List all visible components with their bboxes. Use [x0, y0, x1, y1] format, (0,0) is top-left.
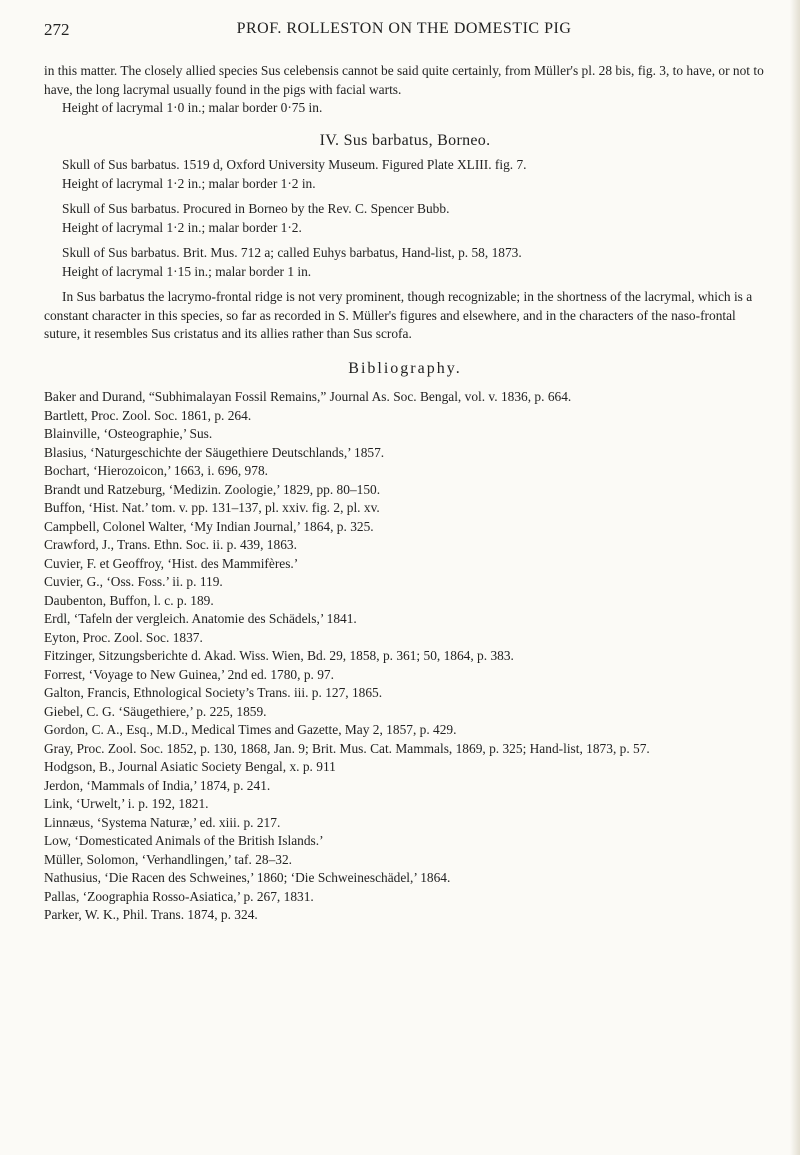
bibliography-entry: Galton, Francis, Ethnological Society’s Trans. iii. p. 127, 1865. — [44, 685, 383, 700]
bibliography-entry: Linnæus, ‘Systema Naturæ,’ ed. xiii. p. 217. — [44, 814, 281, 830]
bibliography-heading: Bibliography. — [348, 359, 462, 377]
skull-measure: Height of lacrymal 1·2 in.; malar border 1·2. — [62, 219, 302, 235]
skull-measure: Height of lacrymal 1·15 in.; malar border 1 in. — [62, 263, 312, 279]
page-edge-shadow — [790, 0, 800, 1155]
bibliography-entry: Baker and Durand, “Subhimalayan Fossil Remains,” Journal As. Soc. Bengal, vol. v. 1836, p. 664. — [44, 389, 572, 404]
bibliography-entry: Crawford, J., Trans. Ethn. Soc. ii. p. 439, 1863. — [44, 537, 297, 552]
bibliography-entry: Blasius, ‘Naturgeschichte der Säugethiere Deutschlands,’ 1857. — [44, 444, 385, 460]
intro-measure: Height of lacrymal 1·0 in.; malar border 0·75 in. — [62, 100, 323, 115]
bibliography-entry: Giebel, C. G. ‘Säugethiere,’ p. 225, 1859. — [44, 703, 267, 719]
bibliography-entry: Fitzinger, Sitzungsberichte d. Akad. Wiss. Wien, Bd. 29, 1858, p. 361; 50, 1864, p. 383. — [44, 648, 514, 663]
running-title: PROF. ROLLESTON ON THE DOMESTIC PIG — [236, 20, 572, 37]
skull-description: Skull of Sus barbatus. 1519 d, Oxford University Museum. Figured Plate XLIII. fig. 7. — [62, 157, 527, 172]
bibliography-entry: Brandt und Ratzeburg, ‘Medizin. Zoologie,’ 1829, pp. 80–150. — [44, 481, 381, 497]
discussion-paragraph: In Sus barbatus the lacrymo-frontal ridge is not very prominent, though recognizable; in the shortness of the lacrymal, which is a constant character in this species, so far as recorded in S. Müller's figures and elsewhere, and in the characters of the naso-frontal suture, it resembles Sus cristatus and its allies rather than Sus scrofa. — [44, 289, 753, 341]
bibliography-entry: Eyton, Proc. Zool. Soc. 1837. — [44, 629, 203, 645]
bibliography-entry: Buffon, ‘Hist. Nat.’ tom. v. pp. 131–137, pl. xxiv. fig. 2, pl. xv. — [44, 500, 380, 515]
bibliography-entry: Hodgson, B., Journal Asiatic Society Bengal, x. p. 911 — [44, 759, 336, 774]
bibliography-entry: Link, ‘Urwelt,’ i. p. 192, 1821. — [44, 796, 209, 811]
bibliography-entry: Forrest, ‘Voyage to New Guinea,’ 2nd ed. 1780, p. 97. — [44, 666, 334, 682]
page-number: 272 — [44, 20, 70, 39]
intro-paragraph: in this matter. The closely allied species Sus celebensis cannot be said quite certainly, from Müller's pl. 28 bis, fig. 3, to have, or not to have, the long lacrymal usually found in the pigs with facial warts. — [44, 63, 764, 97]
bibliography-entry: Gordon, C. A., Esq., M.D., Medical Times and Gazette, May 2, 1857, p. 429. — [44, 722, 457, 737]
bibliography-entry: Cuvier, F. et Geoffroy, ‘Hist. des Mammifères.’ — [44, 555, 299, 571]
bibliography-entry: Nathusius, ‘Die Racen des Schweines,’ 1860; ‘Die Schweineschädel,’ 1864. — [44, 870, 451, 885]
bibliography-entry: Pallas, ‘Zoographia Rosso-Asiatica,’ p. 267, 1831. — [44, 888, 314, 904]
bibliography-entry: Bartlett, Proc. Zool. Soc. 1861, p. 264. — [44, 407, 252, 423]
page-header — [44, 20, 764, 44]
bibliography-entry: Low, ‘Domesticated Animals of the British Islands.’ — [44, 833, 324, 848]
bibliography-entry: Blainville, ‘Osteographie,’ Sus. — [44, 426, 213, 441]
bibliography-entry: Parker, W. K., Phil. Trans. 1874, p. 324. — [44, 907, 258, 922]
bibliography-entry: Bochart, ‘Hierozoicon,’ 1663, i. 696, 978. — [44, 463, 268, 478]
skull-measure: Height of lacrymal 1·2 in.; malar border 1·2 in. — [62, 175, 316, 191]
skull-description: Skull of Sus barbatus. Brit. Mus. 712 a; called Euhys barbatus, Hand-list, p. 58, 1873. — [62, 245, 522, 260]
bibliography-entry: Gray, Proc. Zool. Soc. 1852, p. 130, 1868, Jan. 9; Brit. Mus. Cat. Mammals, 1869, p. 325; Hand-list, 1873, p. 57. — [44, 740, 650, 756]
bibliography-entry: Cuvier, G., ‘Oss. Foss.’ ii. p. 119. — [44, 574, 223, 589]
bibliography-entry: Daubenton, Buffon, l. c. p. 189. — [44, 592, 214, 608]
page-body — [44, 62, 766, 925]
bibliography-entry: Jerdon, ‘Mammals of India,’ 1874, p. 241. — [44, 777, 271, 793]
bibliography-entry: Campbell, Colonel Walter, ‘My Indian Journal,’ 1864, p. 325. — [44, 518, 374, 534]
bibliography-entry: Erdl, ‘Tafeln der vergleich. Anatomie des Schädels,’ 1841. — [44, 611, 357, 626]
bibliography-entry: Müller, Solomon, ‘Verhandlingen,’ taf. 28–32. — [44, 851, 293, 867]
skull-description: Skull of Sus barbatus. Procured in Borneo by the Rev. C. Spencer Bubb. — [62, 201, 450, 216]
bibliography-list — [44, 388, 766, 925]
section-heading: IV. Sus barbatus, Borneo. — [319, 131, 491, 149]
